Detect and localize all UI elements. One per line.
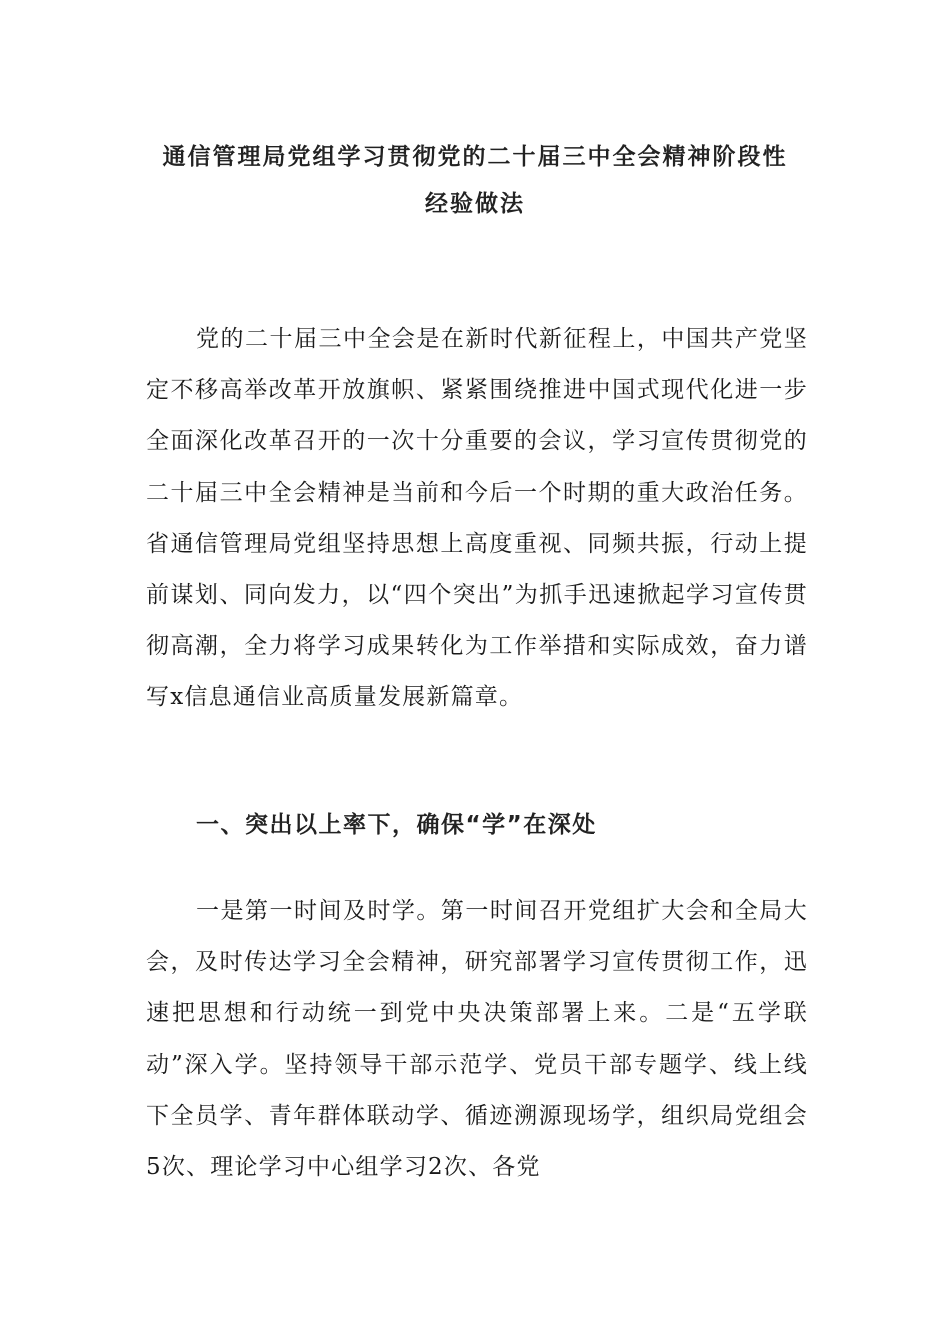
section-1-paragraph: 一是第一时间及时学。第一时间召开党组扩大会和全局大会，及时传达学习全会精神，研究部署学习宣传贯彻工作，迅速把思想和行动统一到党中央决策部署上来。二是“五学联动”深入学。坚持领导干部示范学、党员干部专题学、线上线下全员学、青年群体联动学、循迹溯源现场学，组织局党组会5次、理论学习中心组学习2次、各党 bbox=[146, 898, 808, 1181]
document-title-line-2: 经验做法 bbox=[425, 191, 525, 217]
document-title-line-1: 通信管理局党组学习贯彻党的二十届三中全会精神阶段性 bbox=[162, 144, 788, 170]
intro-paragraph: 党的二十届三中全会是在新时代新征程上，中国共产党坚定不移高举改革开放旗帜、紧紧围绕推进中国式现代化进一步全面深化改革召开的一次十分重要的会议，学习宣传贯彻党的二十届三中全会精神是当前和今后一个时期的重大政治任务。省通信管理局党组坚持思想上高度重视、同频共振，行动上提前谋划、同向发力，以“四个突出”为抓手迅速掀起学习宣传贯彻高潮，全力将学习成果转化为工作举措和实际成效，奋力谱写x信息通信业高质量发展新篇章。 bbox=[146, 326, 808, 711]
section-heading-1: 一、突出以上率下，确保“学”在深处 bbox=[196, 812, 597, 838]
